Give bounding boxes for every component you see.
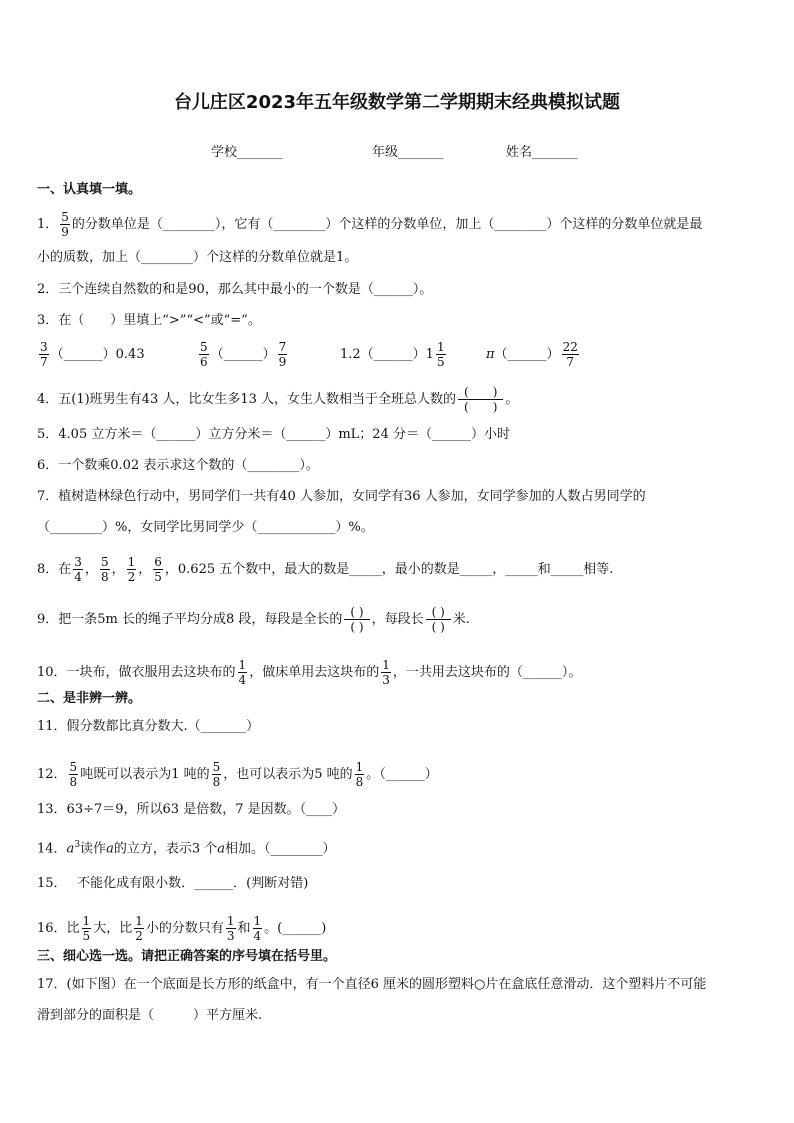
fraction: $\frac{1}{3}$ — [226, 914, 235, 943]
q3-item-4: π（______） $\frac{22}{7}$ — [486, 340, 578, 369]
question-3: 3．在（ ）里填上“>”“<”或“=”。 — [37, 313, 261, 328]
question-16: 16．比 $\frac{1}{5}$ 大，比 $\frac{1}{2}$ 小的分数只有 $\frac{1}{3}$ 和 $\frac{1}{4}$ 。(______) — [37, 914, 327, 943]
question-1 — [37, 210, 702, 239]
answer-fraction-blank[interactable]: $\frac{( )}{( )}$ — [426, 605, 451, 634]
fraction: $\frac{1}{5}$ — [82, 914, 91, 943]
name-field: 姓名_______ — [506, 145, 578, 160]
question-2: 2．三个连续自然数的和是90，那么其中最小的一个数是（______）。 — [37, 282, 433, 297]
question-6: 6．一个数乘0.02 表示求这个数的（________）。 — [37, 458, 319, 473]
question-8: 8．在 $\frac{3}{4}$ ， $\frac{5}{8}$ ， $\frac{1}{2}$ ， $\frac{6}{5}$ ，0.625 五个数中，最大的数是_____，最小的数是_____，_____和_____相等. — [37, 555, 614, 584]
fraction: $\frac{3}{7}$ — [40, 340, 48, 369]
question-17: 17．(如下图）在一个底面是长方形的纸盒中，有一个直径6 厘米的圆形塑料○片在盒底任意滑动．这个塑料片不可能 — [37, 977, 707, 992]
fraction: $\frac{3}{4}$ — [74, 555, 82, 584]
q1-number: 1． — [37, 217, 59, 232]
section-3-heading: 三、细心选一选。请把正确答案的序号填在括号里。 — [37, 949, 337, 964]
answer-fraction-blank[interactable]: $\frac{( )}{( )}$ — [458, 385, 503, 414]
question-14: 14．$a^3$读作a的立方，表示3 个a相加。（________） — [37, 840, 336, 857]
fraction: $\frac{1}{2}$ — [127, 555, 136, 584]
section-2-heading: 二、是非辨一辨。 — [37, 691, 142, 706]
question-1-cont: 小的质数，加上（________）个这样的分数单位就是1。 — [37, 250, 358, 265]
fraction: $\frac{6}{5}$ — [154, 555, 162, 584]
fraction: $\frac{5}{8}$ — [69, 760, 78, 789]
q3-item-1: $\frac{3}{7}$ （______）0.43 — [40, 340, 145, 369]
question-11: 11．假分数都比真分数大.（_______） — [37, 719, 260, 734]
question-7-cont: （________）%，女同学比男同学少（____________）%。 — [37, 520, 374, 535]
section-1-heading: 一、认真填一填。 — [37, 182, 142, 197]
q3-item-3: 1.2（______）1 $\frac{1}{5}$ — [340, 340, 445, 369]
fraction: $\frac{1}{4}$ — [253, 914, 262, 943]
question-17-cont: 滑到部分的面积是（ ）平方厘米. — [37, 1008, 263, 1023]
fraction: $\frac{1}{5}$ — [436, 340, 445, 369]
fraction: $\frac{5}{8}$ — [100, 555, 109, 584]
fraction: $\frac{1}{3}$ — [382, 658, 390, 687]
fraction: $\frac{1}{2}$ — [135, 914, 143, 943]
fraction: $\frac{1}{8}$ — [355, 760, 364, 789]
fraction: $\frac{5}{8}$ — [212, 760, 221, 789]
question-13: 13．63÷7＝9，所以63 是倍数，7 是因数。（____） — [37, 802, 346, 817]
question-15: 15． 不能化成有限小数．______．(判断对错) — [37, 876, 309, 891]
q3-item-2: $\frac{5}{6}$ （______） $\frac{7}{9}$ — [200, 340, 287, 369]
answer-fraction-blank[interactable]: $\frac{( )}{( )}$ — [344, 605, 369, 634]
fraction: $\frac{5}{9}$ — [61, 210, 69, 239]
question-5: 5．4.05 立方米＝（______）立方分米＝（______）mL；24 分＝（______）小时 — [37, 427, 510, 442]
fraction: $\frac{5}{6}$ — [200, 340, 208, 369]
question-10: 10．一块布，做衣服用去这块布的 $\frac{1}{4}$ ，做床单用去这块布的 $\frac{1}{3}$ ，一共用去这块布的（______）。 — [37, 658, 582, 687]
page-title: 台儿庄区2023年五年级数学第二学期期末经典模拟试题 — [173, 92, 621, 113]
question-7: 7．植树造林绿色行动中，男同学们一共有40 人参加，女同学有36 人参加，女同学参加的人数占男同学的 — [37, 489, 646, 504]
question-12: 12． $\frac{5}{8}$ 吨既可以表示为1 吨的 $\frac{5}{8}$ ，也可以表示为5 吨的 $\frac{1}{8}$ 。（______） — [37, 760, 438, 789]
grade-field: 年级_______ — [372, 145, 444, 160]
fraction: $\frac{7}{9}$ — [278, 340, 287, 369]
question-9: 9．把一条5m 长的绳子平均分成8 段，每段是全长的 $\frac{( )}{( )}$ ，每段长 $\frac{( )}{( )}$ 米. — [37, 605, 470, 634]
fraction: $\frac{1}{4}$ — [238, 658, 247, 687]
q1-text-a: 的分数单位是（________），它有（________）个这样的分数单位，加上（________）个这样的分数单位就是最 — [71, 217, 703, 232]
question-4: 4．五(1)班男生有43 人，比女生多13 人，女生人数相当于全班总人数的 $\frac{( )}{( )}$ 。 — [37, 385, 519, 414]
fraction: $\frac{22}{7}$ — [562, 340, 578, 369]
school-field: 学校_______ — [211, 145, 283, 160]
